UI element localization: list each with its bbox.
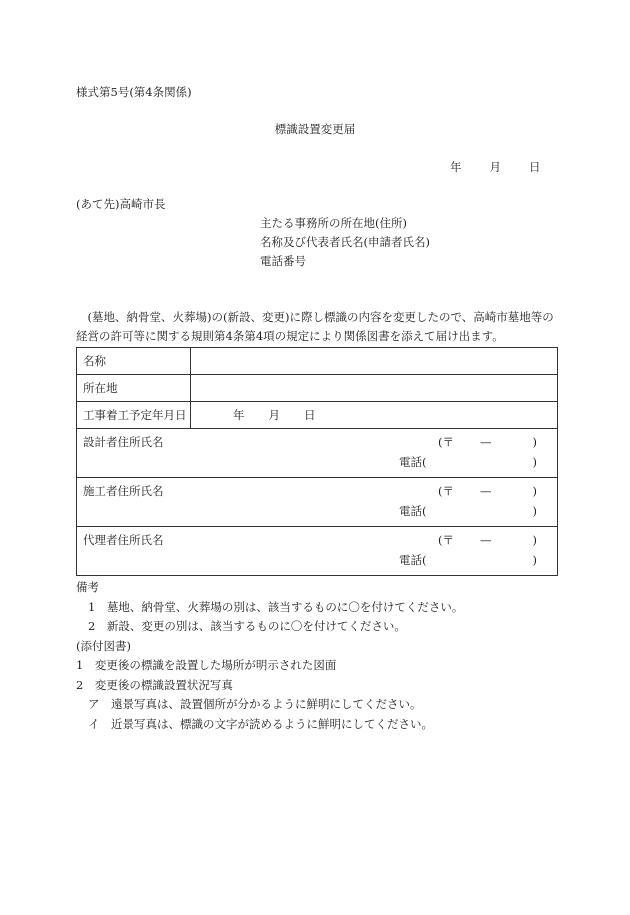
body-text: (墓地、納骨堂、火葬場)の(新設、変更)に際し標識の内容を変更したので、高崎市墓地等の経営の許可等に関する規則第4条第4項の規定により関係図書を添えて届け出ます。: [76, 310, 554, 343]
table-row-agent: [77, 527, 558, 576]
start-date-year: 年: [233, 408, 245, 422]
table-row-location: [77, 375, 558, 402]
builder-tel: 電話(: [399, 504, 427, 518]
attachment-sub-item-a: ア 遠景写真は、設置個所が分かるように鮮明にしてください。: [88, 697, 422, 711]
attachments-heading: (添付図書): [76, 638, 131, 653]
agent-postal-close: ): [532, 533, 537, 547]
table-row-designer: [77, 429, 558, 478]
notes-heading: 備考: [76, 580, 99, 594]
builder-cell: [77, 478, 558, 527]
name-value: [191, 348, 558, 375]
note-item-2: 2 新設、変更の別は、該当するものに〇を付けてください。: [88, 619, 406, 633]
start-date-label: 工事着工予定年月日: [77, 402, 191, 429]
form-title: 標識設置変更届: [274, 122, 356, 136]
builder-label: 施工者住所氏名: [83, 484, 164, 498]
name-label: 名称: [77, 348, 191, 375]
agent-tel: 電話(: [399, 553, 427, 567]
designer-postal: (〒 —: [438, 435, 492, 449]
attachment-item-2: 2 変更後の標識設置状況写真: [76, 677, 233, 692]
designer-postal-close: ): [532, 435, 537, 449]
designer-tel: 電話(: [399, 455, 427, 469]
date-year: 年: [450, 160, 462, 174]
applicant-block: [260, 218, 430, 275]
start-date-day: 日: [304, 408, 316, 422]
table-row-start-date: [77, 402, 558, 429]
builder-postal-close: ): [532, 484, 537, 498]
agent-label: 代理者住所氏名: [83, 533, 164, 547]
attachment-sub-item-b: イ 近景写真は、標識の文字が読めるように鮮明にしてください。: [88, 716, 433, 731]
addressee: (あて先)高崎市長: [76, 197, 166, 211]
agent-postal: (〒 —: [438, 533, 492, 547]
notes-section: [76, 582, 463, 738]
applicant-address-label: 主たる事務所の所在地(住所): [260, 216, 407, 230]
start-date-value: [191, 402, 558, 429]
applicant-name-label: 名称及び代表者氏名(申請者氏名): [260, 235, 430, 249]
location-label: 所在地: [77, 375, 191, 402]
designer-tel-close: ): [532, 455, 537, 469]
builder-tel-close: ): [532, 504, 537, 518]
submission-date: [450, 162, 541, 174]
attachment-item-1: 1 変更後の標識を設置した場所が明示された図面: [76, 658, 337, 672]
agent-tel-close: ): [532, 553, 537, 567]
note-item-1: 1 墓地、納骨堂、火葬場の別は、該当するものに〇を付けてください。: [88, 599, 464, 614]
designer-cell: [77, 429, 558, 478]
start-date-month: 月: [268, 408, 280, 422]
notification-table: [76, 347, 558, 576]
location-value: [191, 375, 558, 402]
form-number: 様式第5号(第4条関係): [76, 85, 192, 99]
applicant-phone-label: 電話番号: [260, 254, 306, 268]
table-row-builder: [77, 478, 558, 527]
agent-cell: [77, 527, 558, 576]
table-row-name: [77, 348, 558, 375]
date-month: 月: [489, 160, 501, 174]
builder-postal: (〒 —: [438, 484, 492, 498]
date-day: 日: [529, 160, 541, 174]
designer-label: 設計者住所氏名: [83, 435, 164, 449]
